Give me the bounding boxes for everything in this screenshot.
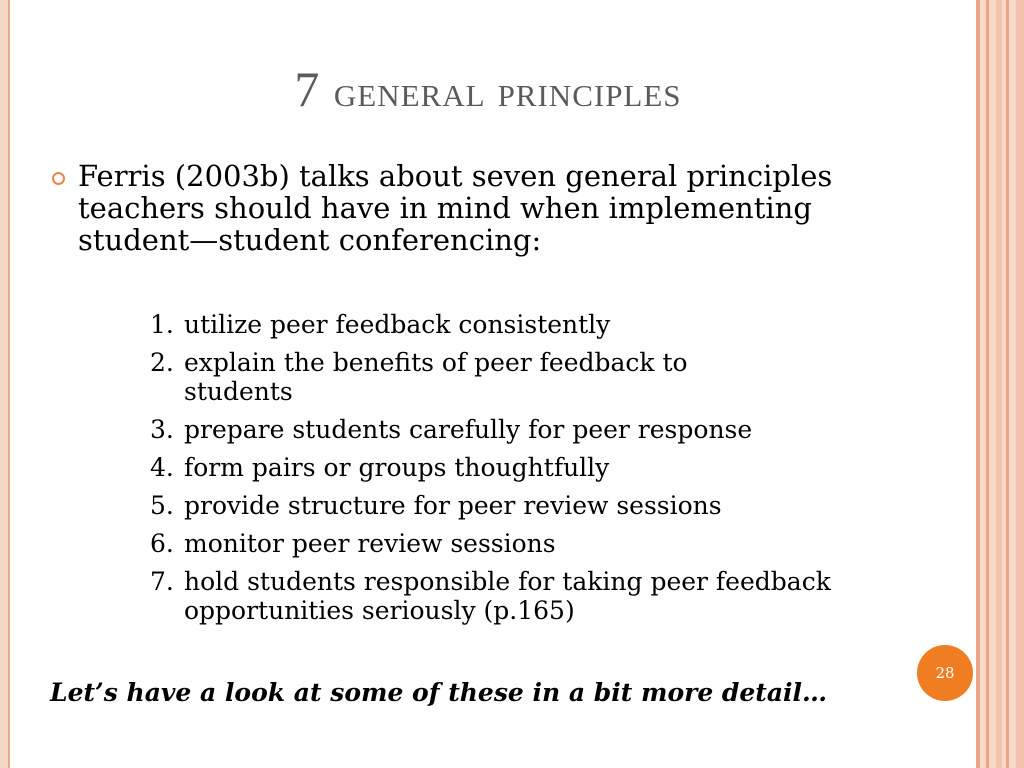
list-item-number: 5. bbox=[150, 491, 174, 520]
list-item-text: utilize peer feedback consistently bbox=[184, 310, 611, 339]
list-item-number: 1. bbox=[150, 310, 174, 339]
list-item-number: 6. bbox=[150, 529, 174, 558]
list-item-text: provide structure for peer review sessions bbox=[184, 491, 722, 520]
list-item-number: 4. bbox=[150, 453, 174, 482]
bullet-circle-icon bbox=[52, 172, 65, 185]
closing-note: Let’s have a look at some of these in a bit more detail… bbox=[50, 678, 828, 707]
list-item-number: 7. bbox=[150, 567, 174, 596]
list-item bbox=[150, 453, 930, 482]
slide-title bbox=[0, 60, 976, 118]
list-item-text: monitor peer review sessions bbox=[184, 529, 556, 558]
list-item-number: 2. bbox=[150, 348, 174, 377]
list-item-text: explain the benefits of peer feedback to students bbox=[184, 348, 688, 406]
list-item bbox=[150, 415, 930, 444]
list-item bbox=[150, 310, 930, 339]
list-item-text: prepare students carefully for peer response bbox=[184, 415, 753, 444]
title-text: general principles bbox=[333, 67, 682, 116]
list-item bbox=[150, 529, 930, 558]
right-stripe-decoration bbox=[976, 0, 1024, 768]
list-item bbox=[150, 348, 930, 406]
list-item-number: 3. bbox=[150, 415, 174, 444]
list-item bbox=[150, 567, 930, 625]
principles-list bbox=[150, 310, 930, 634]
list-item-text: form pairs or groups thoughtfully bbox=[184, 453, 610, 482]
title-number: 7 bbox=[294, 61, 321, 117]
list-item bbox=[150, 491, 930, 520]
bullet-point bbox=[52, 160, 932, 256]
list-item-text: hold students responsible for taking peer feedback opportunities seriously (p.165) bbox=[184, 567, 831, 625]
page-number-badge: 28 bbox=[917, 645, 973, 701]
bullet-text: Ferris (2003b) talks about seven general principles teachers should have in mind when implementing student—student conferencing: bbox=[78, 159, 833, 257]
